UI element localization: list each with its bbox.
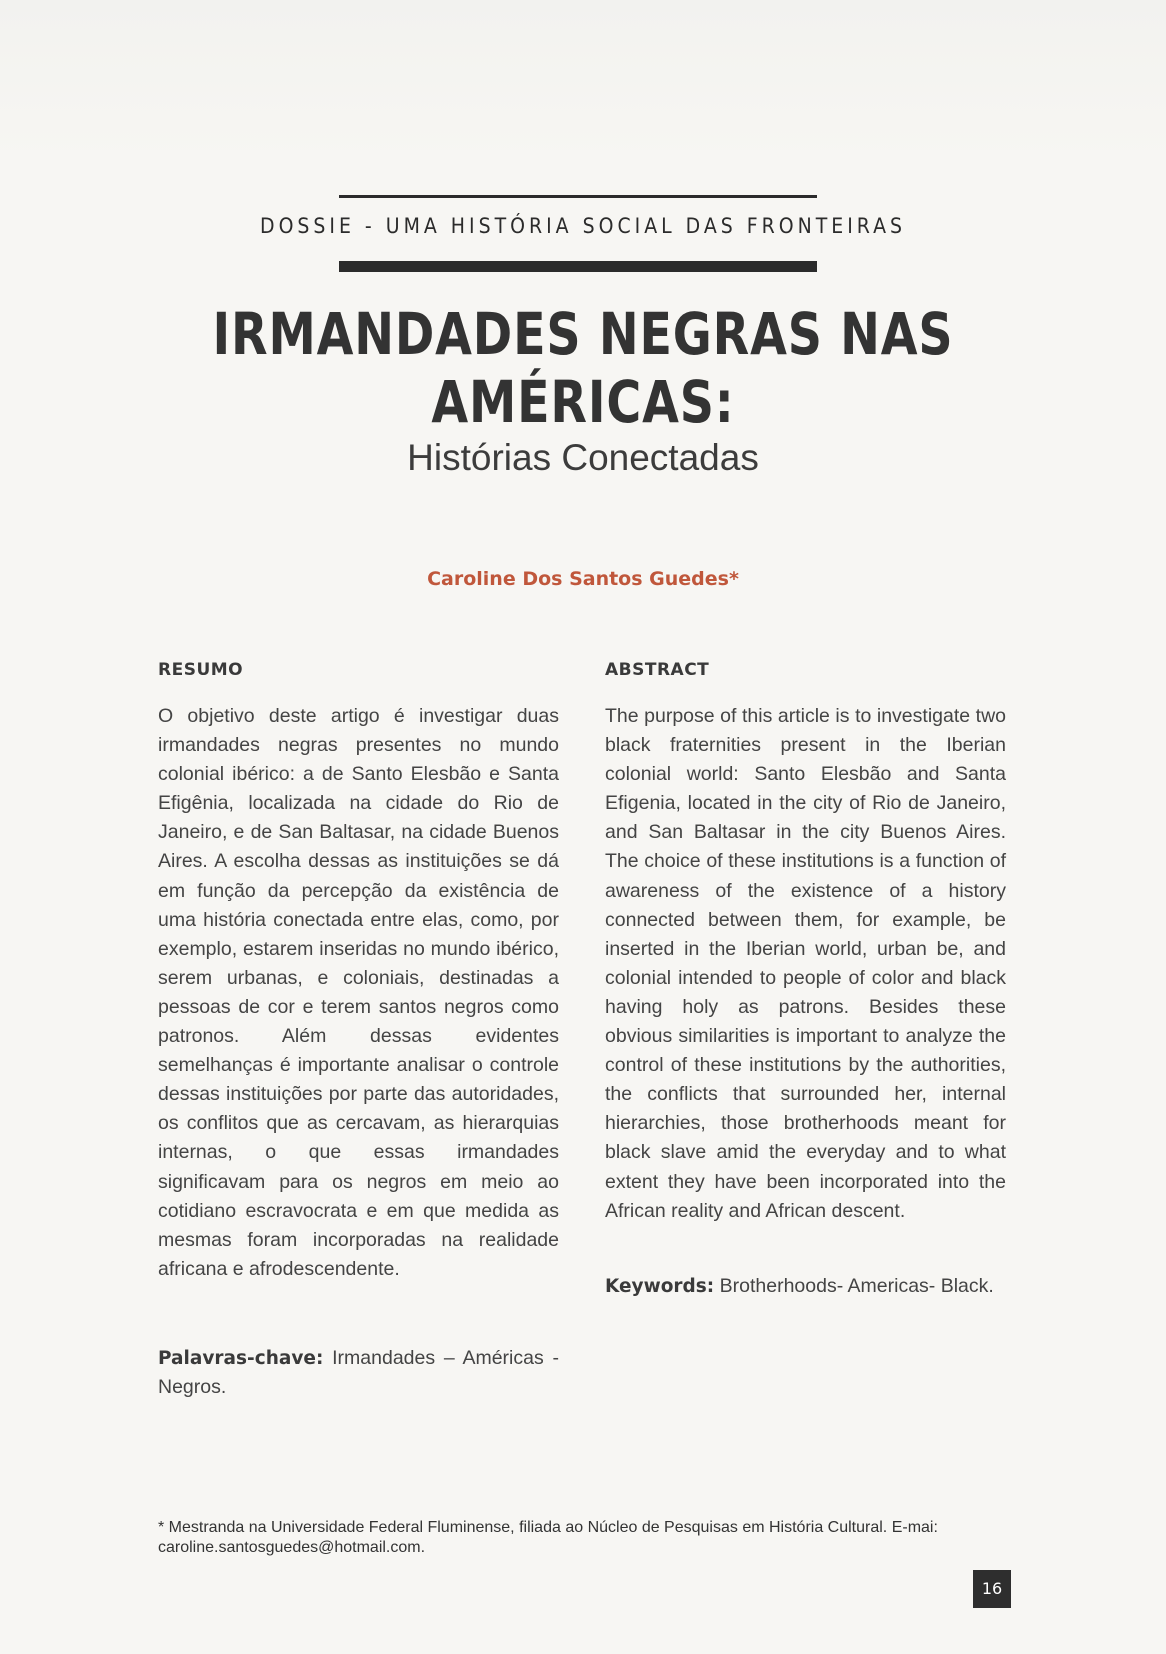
footnote: * Mestranda na Universidade Federal Fluminense, filiada ao Núcleo de Pesquisas em História Cultural. E-mai: caroline.santosguedes@hotmail.com. (158, 1519, 938, 1556)
resumo-keywords-label: Palavras-chave: (158, 1348, 324, 1369)
author-name: Caroline Dos Santos Guedes* (427, 568, 739, 590)
resumo-heading: RESUMO (158, 660, 244, 680)
section-header: DOSSIE - UMA HISTÓRIA SOCIAL DAS FRONTEIRAS (260, 214, 906, 238)
abstract-keywords-value: Brotherhoods- Americas- Black. (714, 1275, 994, 1297)
header-rule-top (339, 195, 817, 198)
abstract-text: The purpose of this article is to investigate two black fraternities present in the Iberian colonial world: Santo Elesbão and Santa Efigenia, located in the city of Rio de Janeiro, and San Baltasar in the city Buenos Aires. The choice of these institutions is a function of awareness of the existence of a history connected between them, for example, be inserted in the Iberian world, urban be, and colonial intended to people of color and black having holy as patrons. Besides these obvious similarities is important to analyze the control of these institutions by the authorities, the conflicts that surrounded her, internal hierarchies, those brotherhoods meant for black slave amid the everyday and to what extent they have been incorporated into the African reality and African descent. (605, 705, 1006, 1222)
article-title: IRMANDADES NEGRAS NAS AMÉRICAS: (212, 300, 954, 436)
abstract-heading: ABSTRACT (605, 660, 710, 680)
page-number: 16 (973, 1570, 1011, 1608)
abstract-keywords (605, 1272, 1006, 1301)
abstract-keywords-label: Keywords: (605, 1276, 715, 1297)
article-subtitle: Histórias Conectadas (407, 437, 759, 478)
resumo-keywords (158, 1344, 559, 1402)
resumo-text: O objetivo deste artigo é investigar duas irmandades negras presentes no mundo colonial ibérico: a de Santo Elesbão e Santa Efigênia, localizada na cidade do Rio de Janeiro, e de San Baltasar, na cidade Buenos Aires. A escolha dessas as instituições se dá em função da percepção da existência de uma história conectada entre elas, como, por exemplo, estarem inseridas no mundo ibérico, serem urbanas, e coloniais, destinadas a pessoas de cor e terem santos negros como patronos. Além dessas evidentes semelhanças é importante analisar o controle dessas instituições por parte das autoridades, os conflitos que as cercavam, as hierarquias internas, o que essas irmandades significavam para os negros em meio ao cotidiano escravocrata e em que medida as mesmas foram incorporadas na realidade africana e afrodescendente. (158, 705, 559, 1280)
page-background-fade (0, 0, 1166, 160)
resumo-keywords-value: Irmandades – Américas - Negros. (158, 1347, 559, 1399)
header-rule-bottom (339, 261, 817, 272)
